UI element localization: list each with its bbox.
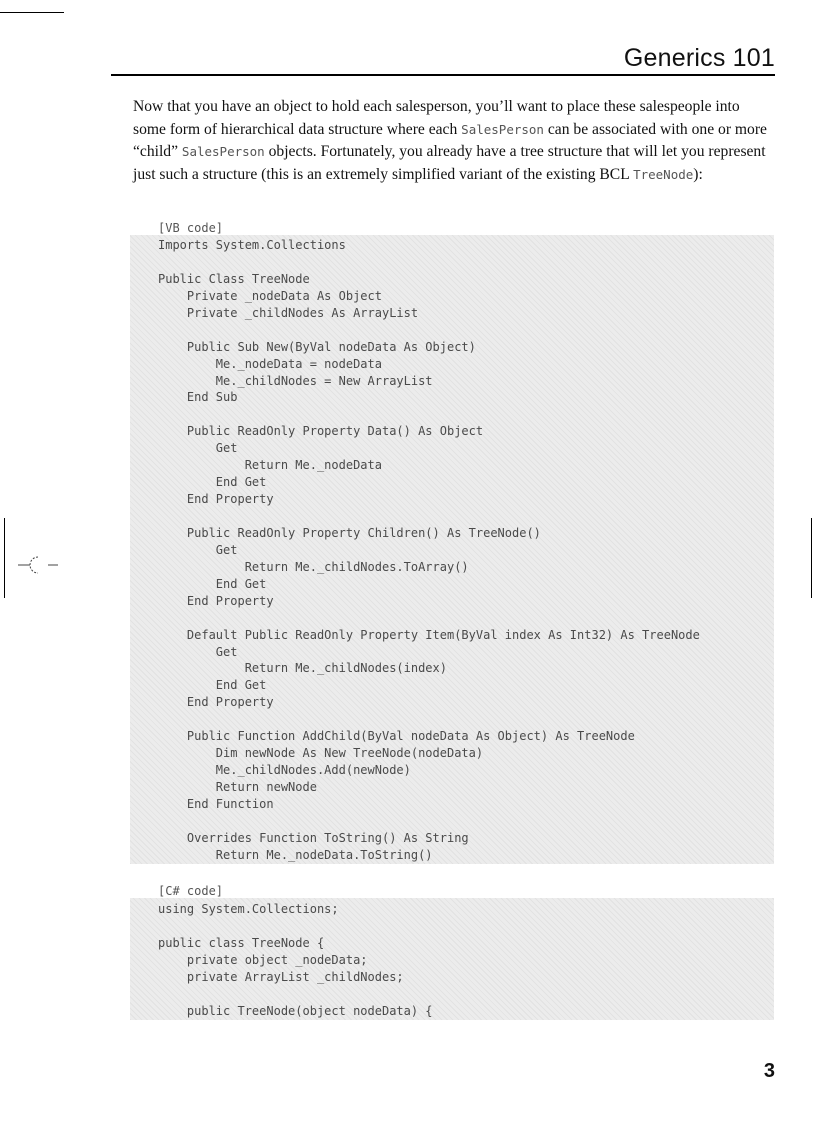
code-line: private ArrayList _childNodes; (158, 969, 404, 984)
code-line (158, 610, 774, 627)
code-line: End Property (158, 695, 274, 710)
code-line: Public ReadOnly Property Data() As Object (158, 424, 484, 439)
code-line: End Get (158, 576, 267, 591)
code-line (158, 406, 774, 423)
body-text: ): (693, 165, 703, 183)
code-line: End Property (158, 593, 274, 608)
code-line: Private _nodeData As Object (158, 288, 382, 303)
code-line (158, 322, 774, 339)
header-rule (111, 74, 775, 76)
code-line: Public Function AddChild(ByVal nodeData As Object) As TreeNode (158, 729, 635, 744)
body-text: can be associated with one or more “child” (133, 120, 767, 160)
body-text: Now that you have an object to hold each salesperson, you’ll want to place these salespeople into some form of hierarchical data structure where each (133, 98, 740, 138)
code-line: End Sub (158, 390, 238, 405)
code-line (158, 813, 774, 830)
body-text: objects. Fortunately, you already have a tree structure that will let you represent just such a structure (this is an extremely simplified variant of the existing BCL (133, 143, 766, 183)
code-line: Imports System.Collections (158, 238, 346, 252)
code-line: Private _childNodes As ArrayList (158, 305, 419, 320)
code-line: Return Me._childNodes(index) (158, 661, 447, 676)
code-line (158, 918, 774, 935)
code-line: Return Me._nodeData (158, 458, 382, 473)
code-line (158, 986, 774, 1003)
code-line (158, 711, 774, 728)
crop-mark-right (811, 518, 812, 598)
code-line: Public ReadOnly Property Children() As TreeNode() (158, 525, 541, 540)
code-line: Get (158, 441, 238, 456)
inline-code: SalesPerson (461, 121, 544, 137)
code-line: Return Me._nodeData.ToString() (158, 847, 433, 862)
code-line: Overrides Function ToString() As String (158, 830, 469, 845)
code-line: Public Class TreeNode (158, 271, 310, 286)
chapter-title: Generics 101 (623, 44, 775, 72)
inline-code: TreeNode (633, 166, 694, 182)
code-line: Dim newNode As New TreeNode(nodeData) (158, 746, 484, 761)
code-line: private object _nodeData; (158, 952, 368, 967)
code-line: Me._childNodes = New ArrayList (158, 373, 433, 388)
code-line: End Get (158, 475, 267, 490)
code-line: Default Public ReadOnly Property Item(ByVal index As Int32) As TreeNode (158, 627, 700, 642)
code-line: public class TreeNode { (158, 935, 325, 950)
code-line: Me._childNodes.Add(newNode) (158, 763, 411, 778)
vb-code-label: [VB code] (158, 221, 224, 235)
code-line: Get (158, 542, 238, 557)
code-line (158, 254, 774, 271)
cs-code-label: [C# code] (158, 884, 224, 898)
crop-mark-top (0, 12, 64, 13)
page-number: 3 (763, 1060, 775, 1082)
vb-code-block (130, 235, 774, 864)
code-line: Public Sub New(ByVal nodeData As Object) (158, 339, 476, 354)
code-line: Return Me._childNodes.ToArray() (158, 559, 469, 574)
code-line: Me._nodeData = nodeData (158, 356, 382, 371)
code-line (158, 508, 774, 525)
code-line: Return newNode (158, 780, 317, 794)
code-line: using System.Collections; (158, 902, 339, 916)
cs-code-block (130, 898, 774, 1020)
intro-paragraph (133, 96, 773, 186)
crop-mark-left (4, 518, 5, 598)
registration-mark-icon (18, 550, 60, 580)
code-line: End Function (158, 796, 274, 811)
code-line: End Property (158, 492, 274, 507)
inline-code: SalesPerson (181, 144, 265, 159)
code-line: End Get (158, 678, 267, 693)
code-line: Get (158, 644, 238, 659)
code-line: public TreeNode(object nodeData) { (158, 1003, 433, 1018)
